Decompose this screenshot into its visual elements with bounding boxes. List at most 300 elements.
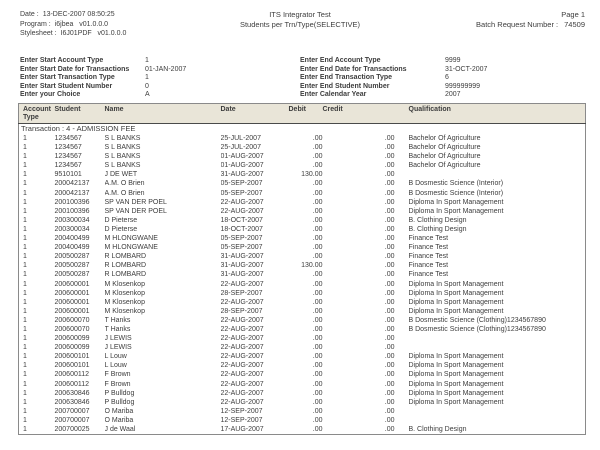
parameter-value: 9999 <box>445 57 461 64</box>
cell-name: SP VAN DER POEL <box>104 198 167 206</box>
cell-student: 200600070 <box>54 325 90 333</box>
cell-qualification: Bachelor Of Agriculture <box>408 144 481 152</box>
cell-debit: .00 <box>312 335 323 343</box>
table-row <box>19 343 586 352</box>
cell-name: F Brown <box>104 380 131 388</box>
cell-credit: .00 <box>384 316 395 324</box>
cell-student: 200630846 <box>54 389 90 397</box>
table-row <box>19 143 586 152</box>
cell-qualification: Diploma In Sport Management <box>408 371 504 379</box>
cell-qualification: Diploma In Sport Management <box>408 307 504 315</box>
cell-account-type: 1 <box>23 344 27 352</box>
table-row <box>19 216 586 225</box>
cell-credit: .00 <box>384 325 395 333</box>
cell-credit: .00 <box>384 335 395 343</box>
table-row <box>19 307 586 316</box>
cell-date: 22-AUG-2007 <box>220 353 264 361</box>
cell-debit: .00 <box>312 180 323 188</box>
cell-account-type: 1 <box>23 407 27 415</box>
parameter-label: Enter End Account Type <box>300 57 381 64</box>
cell-qualification: B Dosmestic Science (Interior) <box>408 180 504 188</box>
cell-credit: .00 <box>384 198 395 206</box>
cell-name: M HLONGWANE <box>104 244 158 252</box>
cell-account-type: 1 <box>23 289 27 297</box>
table-row <box>19 389 586 398</box>
batch-request-value: 74509 <box>564 19 585 29</box>
cell-student: 200400499 <box>54 235 90 243</box>
cell-account-type: 1 <box>23 135 27 142</box>
parameter-value: 6 <box>445 74 449 82</box>
parameter-value: 31-OCT-2007 <box>445 65 488 73</box>
table-row <box>19 189 586 198</box>
cell-qualification: B Dosmestic Science (Clothing)1234567890 <box>408 316 546 324</box>
meta-value: i6jbea v01.0.0.0 <box>54 20 109 28</box>
column-header-qualification: Qualification <box>395 104 586 124</box>
cell-debit: .00 <box>312 344 323 352</box>
cell-qualification: Bachelor Of Agriculture <box>408 135 481 142</box>
table-row <box>19 270 586 279</box>
cell-account-type: 1 <box>23 353 27 361</box>
cell-debit: .00 <box>312 135 323 142</box>
cell-debit: .00 <box>312 416 323 424</box>
cell-debit: .00 <box>312 398 323 406</box>
cell-debit: .00 <box>312 207 323 215</box>
cell-credit: .00 <box>384 353 395 361</box>
cell-account-type: 1 <box>23 398 27 406</box>
cell-name: M Klosenkop <box>104 307 145 315</box>
parameter-row <box>300 83 487 92</box>
cell-credit: .00 <box>384 426 395 433</box>
cell-name: O Mariba <box>104 407 134 415</box>
table-row <box>19 161 586 170</box>
cell-account-type: 1 <box>23 280 27 288</box>
cell-date: 22-AUG-2007 <box>220 325 264 333</box>
cell-name: J LEWIS <box>104 344 132 352</box>
cell-qualification: Bachelor Of Agriculture <box>408 162 481 170</box>
cell-account-type: 1 <box>23 316 27 324</box>
cell-debit: .00 <box>312 280 323 288</box>
table-row <box>19 234 586 243</box>
column-header-credit: Credit <box>323 104 395 124</box>
cell-date: 12-SEP-2007 <box>220 407 263 415</box>
cell-qualification: B Dosmestic Science (Clothing)1234567890 <box>408 325 546 333</box>
cell-student: 200700007 <box>54 416 90 424</box>
column-header-name: Name <box>105 104 221 124</box>
cell-credit: .00 <box>384 162 395 170</box>
cell-date: 28-SEP-2007 <box>220 289 263 297</box>
parameter-label: Enter Start Student Number <box>20 82 113 90</box>
batch-request-label: Batch Request Number : <box>476 19 559 29</box>
cell-qualification: Diploma In Sport Management <box>408 389 504 397</box>
cell-date: 05-SEP-2007 <box>220 180 263 188</box>
cell-date: 31-AUG-2007 <box>220 271 264 279</box>
cell-qualification: Bachelor Of Agriculture <box>408 153 481 161</box>
cell-date: 28-SEP-2007 <box>220 307 263 315</box>
cell-qualification: Finance Test <box>408 253 449 261</box>
table-row <box>19 361 586 370</box>
page-number: Page 1 <box>561 10 585 19</box>
cell-name: R LOMBARD <box>104 253 147 261</box>
cell-date: 22-AUG-2007 <box>220 389 264 397</box>
table-row <box>19 207 586 216</box>
cell-date: 31-AUG-2007 <box>220 253 264 261</box>
cell-date: 01-AUG-2007 <box>220 153 264 161</box>
cell-debit: .00 <box>312 426 323 433</box>
cell-date: 18-OCT-2007 <box>220 225 263 233</box>
cell-date: 22-AUG-2007 <box>220 344 264 352</box>
cell-date: 25-JUL-2007 <box>220 135 261 142</box>
cell-name: T Hanks <box>104 325 131 333</box>
table-row <box>19 225 586 234</box>
meta-value: 13-DEC-2007 08:50:25 <box>42 11 115 18</box>
cell-qualification <box>395 416 586 425</box>
cell-qualification: Diploma In Sport Management <box>408 280 504 288</box>
cell-credit: .00 <box>384 398 395 406</box>
cell-account-type: 1 <box>23 325 27 333</box>
table-row <box>19 289 586 298</box>
cell-debit: .00 <box>312 189 323 197</box>
cell-debit: .00 <box>312 353 323 361</box>
cell-name: L Louw <box>104 353 127 361</box>
cell-credit: .00 <box>384 298 395 306</box>
table-row <box>19 243 586 252</box>
cell-student: 200042137 <box>54 189 90 197</box>
cell-account-type: 1 <box>23 235 27 243</box>
transaction-group-label: Transaction : 4 - ADMISSION FEE <box>21 124 136 133</box>
cell-student: 200300034 <box>54 225 90 233</box>
cell-name: M Klosenkop <box>104 280 145 288</box>
meta-label: Date : <box>20 11 39 18</box>
parameter-label: Enter Start Date for Transactions <box>20 65 130 73</box>
cell-account-type: 1 <box>23 189 27 197</box>
parameter-value: 2007 <box>445 91 461 99</box>
cell-debit: .00 <box>312 244 323 252</box>
cell-date: 22-AUG-2007 <box>220 316 264 324</box>
parameter-value: 0 <box>145 82 149 90</box>
cell-debit: .00 <box>312 380 323 388</box>
cell-student: 200100396 <box>54 198 90 206</box>
cell-debit: .00 <box>312 316 323 324</box>
column-header-student: Student <box>53 104 105 124</box>
parameter-row <box>300 57 487 66</box>
cell-name: S L BANKS <box>104 153 141 161</box>
cell-credit: .00 <box>384 225 395 233</box>
cell-name: P Bulldog <box>104 389 135 397</box>
cell-date: 22-AUG-2007 <box>220 362 264 370</box>
cell-credit: .00 <box>384 262 395 270</box>
table-row <box>19 170 586 179</box>
cell-qualification: Diploma In Sport Management <box>408 198 504 206</box>
cell-debit: .00 <box>312 298 323 306</box>
cell-qualification: B. Clothing Design <box>408 216 467 224</box>
cell-name: L Louw <box>104 362 127 370</box>
table-row <box>19 325 586 334</box>
cell-date: 31-AUG-2007 <box>220 262 264 270</box>
cell-qualification <box>395 334 586 343</box>
transactions-table <box>18 103 586 435</box>
table-row <box>19 334 586 343</box>
parameter-value: 01-JAN-2007 <box>145 65 187 73</box>
parameter-label: Enter Calendar Year <box>300 91 367 99</box>
parameter-label: Enter End Transaction Type <box>300 74 393 82</box>
cell-qualification: B Dosmestic Science (Interior) <box>408 189 504 197</box>
column-header-date: Date <box>221 104 289 124</box>
cell-account-type: 1 <box>23 335 27 343</box>
cell-credit: .00 <box>384 380 395 388</box>
cell-student: 1234567 <box>54 153 82 161</box>
cell-student: 1234567 <box>54 162 82 170</box>
cell-account-type: 1 <box>23 153 27 161</box>
cell-debit: .00 <box>312 271 323 279</box>
cell-credit: .00 <box>384 416 395 424</box>
cell-credit: .00 <box>384 244 395 252</box>
cell-account-type: 1 <box>23 271 27 279</box>
cell-qualification: Finance Test <box>408 235 449 243</box>
cell-account-type: 1 <box>23 362 27 370</box>
cell-debit: .00 <box>312 289 323 297</box>
report-parameters-left <box>20 57 186 100</box>
parameter-value: A <box>145 91 150 99</box>
parameter-row <box>20 83 186 92</box>
cell-date: 31-AUG-2007 <box>220 171 264 179</box>
cell-date: 22-AUG-2007 <box>220 207 264 215</box>
cell-date: 05-SEP-2007 <box>220 189 263 197</box>
table-row <box>19 416 586 425</box>
parameter-row <box>20 74 186 83</box>
cell-name: J LEWIS <box>104 335 132 343</box>
cell-name: SP VAN DER POEL <box>104 207 167 215</box>
cell-student: 9510101 <box>54 171 82 179</box>
table-row <box>19 380 586 389</box>
cell-date: 05-SEP-2007 <box>220 235 263 243</box>
cell-debit: 130.00 <box>301 171 323 179</box>
cell-qualification: Finance Test <box>408 262 449 270</box>
cell-credit: .00 <box>384 362 395 370</box>
cell-qualification: Diploma In Sport Management <box>408 380 504 388</box>
cell-student: 1234567 <box>54 135 82 142</box>
cell-name: O Mariba <box>104 416 134 424</box>
cell-credit: .00 <box>384 371 395 379</box>
meta-label: Program : <box>20 20 51 28</box>
cell-account-type: 1 <box>23 225 27 233</box>
cell-debit: .00 <box>312 407 323 415</box>
cell-student: 200500287 <box>54 271 90 279</box>
table-row <box>19 179 586 188</box>
table-row <box>19 298 586 307</box>
meta-label: Stylesheet : <box>20 30 57 37</box>
cell-name: T Hanks <box>104 316 131 324</box>
cell-credit: .00 <box>384 253 395 261</box>
cell-credit: .00 <box>384 271 395 279</box>
cell-debit: .00 <box>312 198 323 206</box>
cell-debit: .00 <box>312 253 323 261</box>
table-row <box>19 252 586 261</box>
parameter-label: Enter End Student Number <box>300 82 390 90</box>
cell-name: A.M. O Brien <box>104 180 145 188</box>
table-row <box>19 370 586 379</box>
cell-credit: .00 <box>384 180 395 188</box>
cell-account-type: 1 <box>23 162 27 170</box>
cell-date: 05-SEP-2007 <box>220 244 263 252</box>
cell-account-type: 1 <box>23 298 27 306</box>
transaction-group-row <box>19 124 586 135</box>
table-header-row <box>19 104 586 124</box>
cell-name: P Bulldog <box>104 398 135 406</box>
cell-debit: .00 <box>312 325 323 333</box>
cell-date: 22-AUG-2007 <box>220 280 264 288</box>
cell-qualification: B. Clothing Design <box>408 426 467 433</box>
parameter-value: 1 <box>145 57 149 64</box>
cell-credit: .00 <box>384 135 395 142</box>
cell-student: 200042137 <box>54 180 90 188</box>
cell-account-type: 1 <box>23 389 27 397</box>
cell-student: 200600099 <box>54 335 90 343</box>
cell-qualification <box>395 343 586 352</box>
parameter-value: 1 <box>145 74 149 82</box>
cell-date: 22-AUG-2007 <box>220 335 264 343</box>
parameter-label: Enter your Choice <box>20 91 81 99</box>
cell-qualification: Diploma In Sport Management <box>408 398 504 406</box>
column-header-account-type: Account Type <box>19 104 53 124</box>
cell-date: 18-OCT-2007 <box>220 216 263 224</box>
table-row <box>19 152 586 161</box>
cell-credit: .00 <box>384 153 395 161</box>
cell-debit: .00 <box>312 225 323 233</box>
cell-name: J DE WET <box>104 171 138 179</box>
cell-student: 200600070 <box>54 316 90 324</box>
cell-debit: .00 <box>312 307 323 315</box>
cell-date: 25-JUL-2007 <box>220 144 261 152</box>
cell-credit: .00 <box>384 407 395 415</box>
cell-qualification <box>395 407 586 416</box>
cell-student: 200600101 <box>54 353 90 361</box>
cell-credit: .00 <box>384 171 395 179</box>
cell-account-type: 1 <box>23 198 27 206</box>
cell-qualification: Diploma In Sport Management <box>408 362 504 370</box>
cell-student: 200500287 <box>54 253 90 261</box>
parameter-row <box>20 91 186 100</box>
cell-qualification: Finance Test <box>408 271 449 279</box>
cell-name: A.M. O Brien <box>104 189 145 197</box>
cell-student: 200500287 <box>54 262 90 270</box>
report-title-line2: Students per Trn/Type(SELECTIVE) <box>239 19 361 29</box>
cell-credit: .00 <box>384 307 395 315</box>
report-parameters-right <box>300 57 487 100</box>
cell-date: 22-AUG-2007 <box>220 198 264 206</box>
cell-name: D Pieterse <box>104 216 138 224</box>
cell-date: 22-AUG-2007 <box>220 371 264 379</box>
cell-account-type: 1 <box>23 180 27 188</box>
parameter-row <box>20 57 186 66</box>
cell-name: S L BANKS <box>104 135 141 142</box>
table-row <box>19 134 586 143</box>
parameter-label: Enter Start Account Type <box>20 57 104 64</box>
cell-student: 200600101 <box>54 362 90 370</box>
meta-value: I6J01PDF v01.0.0.0 <box>60 30 127 37</box>
cell-debit: .00 <box>312 235 323 243</box>
cell-name: S L BANKS <box>104 162 141 170</box>
cell-student: 200600001 <box>54 298 90 306</box>
cell-account-type: 1 <box>23 307 27 315</box>
table-row <box>19 352 586 361</box>
cell-debit: .00 <box>312 216 323 224</box>
cell-account-type: 1 <box>23 262 27 270</box>
cell-date: 17-AUG-2007 <box>220 426 264 433</box>
parameter-value: 999999999 <box>445 82 481 90</box>
cell-name: D Pieterse <box>104 225 138 233</box>
parameter-row <box>20 66 186 75</box>
cell-date: 22-AUG-2007 <box>220 398 264 406</box>
cell-name: M Klosenkop <box>104 289 145 297</box>
cell-qualification: Diploma In Sport Management <box>408 298 504 306</box>
batch-request <box>476 20 585 30</box>
cell-debit: .00 <box>312 389 323 397</box>
table-row <box>19 425 586 435</box>
table-row <box>19 280 586 289</box>
cell-name: R LOMBARD <box>104 271 147 279</box>
table-row <box>19 398 586 407</box>
cell-credit: .00 <box>384 280 395 288</box>
report-title-line1: ITS Integrator Test <box>269 10 331 19</box>
cell-account-type: 1 <box>23 416 27 424</box>
cell-credit: .00 <box>384 144 395 152</box>
table-row <box>19 198 586 207</box>
cell-student: 200400499 <box>54 244 90 252</box>
cell-student: 200600112 <box>54 380 90 388</box>
cell-debit: 130.00 <box>301 262 323 270</box>
cell-student: 200600001 <box>54 289 90 297</box>
cell-account-type: 1 <box>23 207 27 215</box>
cell-credit: .00 <box>384 389 395 397</box>
cell-date: 12-SEP-2007 <box>220 416 263 424</box>
parameter-row <box>300 66 487 75</box>
report-meta-line <box>20 29 126 39</box>
cell-name: S L BANKS <box>104 144 141 152</box>
cell-name: M Klosenkop <box>104 298 145 306</box>
cell-date: 22-AUG-2007 <box>220 298 264 306</box>
cell-debit: .00 <box>312 362 323 370</box>
cell-account-type: 1 <box>23 144 27 152</box>
cell-student: 200600112 <box>54 371 90 379</box>
transactions-table-wrap <box>18 103 586 435</box>
page-info <box>476 10 585 29</box>
cell-name: F Brown <box>104 371 131 379</box>
cell-student: 200300034 <box>54 216 90 224</box>
cell-qualification: Finance Test <box>408 244 449 252</box>
cell-student: 200600099 <box>54 344 90 352</box>
cell-student: 200600001 <box>54 280 90 288</box>
cell-account-type: 1 <box>23 371 27 379</box>
cell-credit: .00 <box>384 289 395 297</box>
cell-name: M HLONGWANE <box>104 235 158 243</box>
cell-credit: .00 <box>384 235 395 243</box>
cell-credit: .00 <box>384 189 395 197</box>
cell-debit: .00 <box>312 162 323 170</box>
cell-qualification: B. Clothing Design <box>408 225 467 233</box>
table-row <box>19 261 586 270</box>
cell-student: 200630846 <box>54 398 90 406</box>
parameter-row <box>300 74 487 83</box>
cell-student: 200600001 <box>54 307 90 315</box>
cell-student: 1234567 <box>54 144 82 152</box>
cell-date: 01-AUG-2007 <box>220 162 264 170</box>
parameter-row <box>300 91 487 100</box>
cell-debit: .00 <box>312 144 323 152</box>
cell-student: 200700025 <box>54 426 90 433</box>
cell-debit: .00 <box>312 371 323 379</box>
table-row <box>19 316 586 325</box>
cell-qualification: Diploma In Sport Management <box>408 289 504 297</box>
